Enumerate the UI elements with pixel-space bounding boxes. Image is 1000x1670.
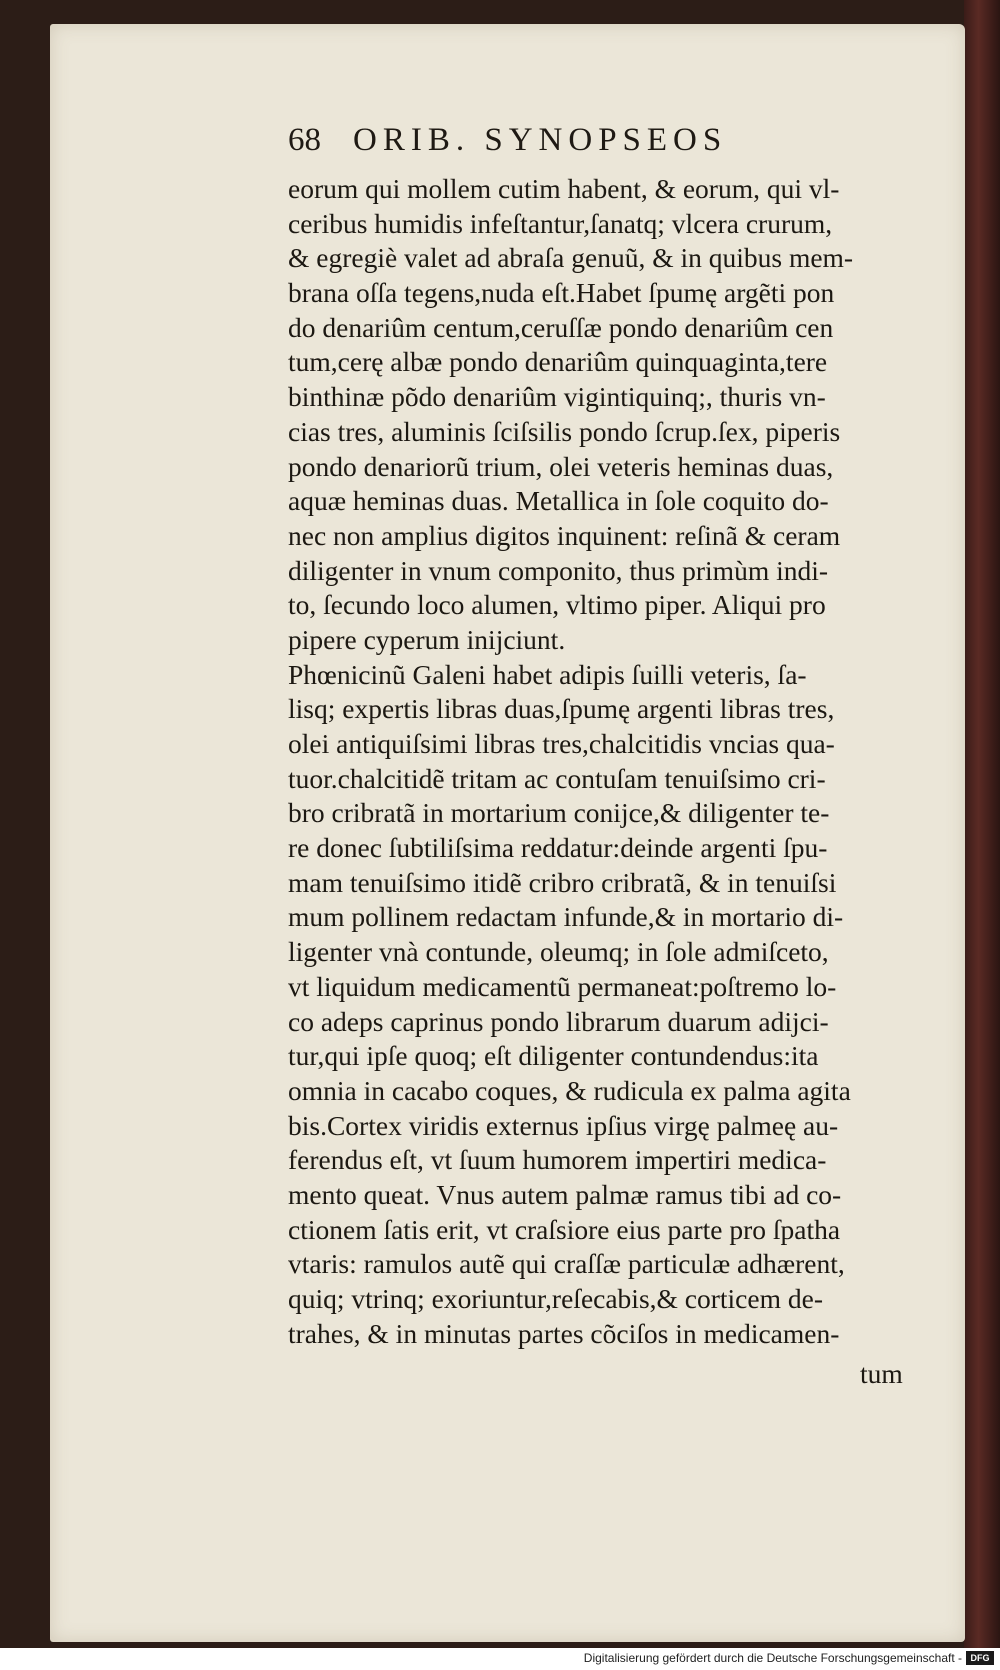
footer-bar (0, 1648, 1000, 1670)
page-number: 68 (288, 122, 321, 158)
text-line: tur,qui ipſe quoq; eſt diligenter contundendus:ita (288, 1040, 819, 1072)
running-header (288, 122, 888, 172)
catchword: tum (860, 1358, 903, 1389)
text-line: Phœnicinũ Galeni habet adipis ſuilli veteris, ſa- (288, 658, 807, 690)
text-line: lisq; expertis libras duas,ſpumę argenti libras tres, (288, 693, 835, 725)
text-line: ceribus humidis infeſtantur,ſanatq; vlcera crurum, (288, 207, 833, 239)
text-line: tuor.chalcitidẽ tritam ac contuſam tenuiſsimo cri- (288, 762, 826, 794)
text-line: tum,cerę albæ pondo denariûm quinquaginta,tere (288, 346, 828, 378)
text-line: do denariûm centum,ceruſſæ pondo denariûm cen (288, 311, 834, 343)
text-line: ctionem ſatis erit, vt craſsiore eius parte pro ſpatha (288, 1213, 841, 1245)
text-line: mam tenuiſsimo itidẽ cribro cribratã, & in tenuiſsi (288, 866, 837, 898)
text-line: nec non amplius digitos inquinent: reſinã & ceram (288, 519, 841, 551)
text-line: trahes, & in minutas partes cõciſos in medicamen- (288, 1317, 840, 1349)
text-line: pondo denariorũ trium, olei veteris heminas duas, (288, 450, 834, 482)
text-line: bis.Cortex viridis externus ipſius virgę palmeę au- (288, 1109, 839, 1141)
text-line: vt liquidum medicamentũ permaneat:poſtremo lo- (288, 970, 837, 1002)
text-line: diligenter in vnum componito, thus primùm indi- (288, 554, 829, 586)
body-text (288, 172, 948, 1351)
text-line: quiq; vtrinq; exoriuntur,reſecabis,& corticem de- (288, 1283, 823, 1314)
text-line: binthinæ põdo denariûm vigintiquinq;, thuris vn- (288, 381, 826, 413)
text-line: eorum qui mollem cutim habent, & eorum, qui vl- (288, 173, 840, 204)
text-line: olei antiquiſsimi libras tres,chalcitidis vncias qua- (288, 728, 835, 759)
text-line: to, ſecundo loco alumen, vltimo piper. Aliqui pro (288, 589, 826, 621)
text-line: ferendus eſt, vt ſuum humorem impertiri medica- (288, 1144, 827, 1176)
book-cover-edge (964, 0, 1000, 1648)
text-line: ligenter vnà contunde, oleumq; in ſole admiſceto, (288, 936, 829, 968)
text-line: bro cribratã in mortarium conijce,& diligenter te- (288, 797, 830, 829)
dfg-logo: DFG (966, 1651, 994, 1665)
text-line: omnia in cacabo coques, & rudicula ex palma agita (288, 1074, 851, 1106)
funding-credit: Digitalisierung gefördert durch die Deutsche Forschungsgemeinschaft - (583, 1651, 962, 1665)
text-line: co adeps caprinus pondo librarum duarum adijci- (288, 1005, 829, 1037)
text-line: mum pollinem redactam infunde,& in mortario di- (288, 901, 844, 933)
text-line: mento queat. Vnus autem palmæ ramus tibi ad co- (288, 1178, 842, 1210)
text-line: pipere cyperum inijciunt. (288, 623, 566, 655)
text-line: brana oſſa tegens,nuda eſt.Habet ſpumę argẽti pon (288, 277, 835, 309)
text-line: re donec ſubtiliſsima reddatur:deinde argenti ſpu- (288, 832, 828, 864)
running-title: ORIB. SYNOPSEOS (353, 122, 728, 158)
text-line: aquæ heminas duas. Metallica in ſole coquito do- (288, 485, 829, 517)
text-line: cias tres, aluminis ſciſsilis pondo ſcrup.ſex, piperis (288, 415, 841, 447)
text-line: & egregiè valet ad abraſa genuũ, & in quibus mem- (288, 242, 854, 274)
text-line: vtaris: ramulos autẽ qui craſſæ particulæ adhærent, (288, 1248, 845, 1280)
